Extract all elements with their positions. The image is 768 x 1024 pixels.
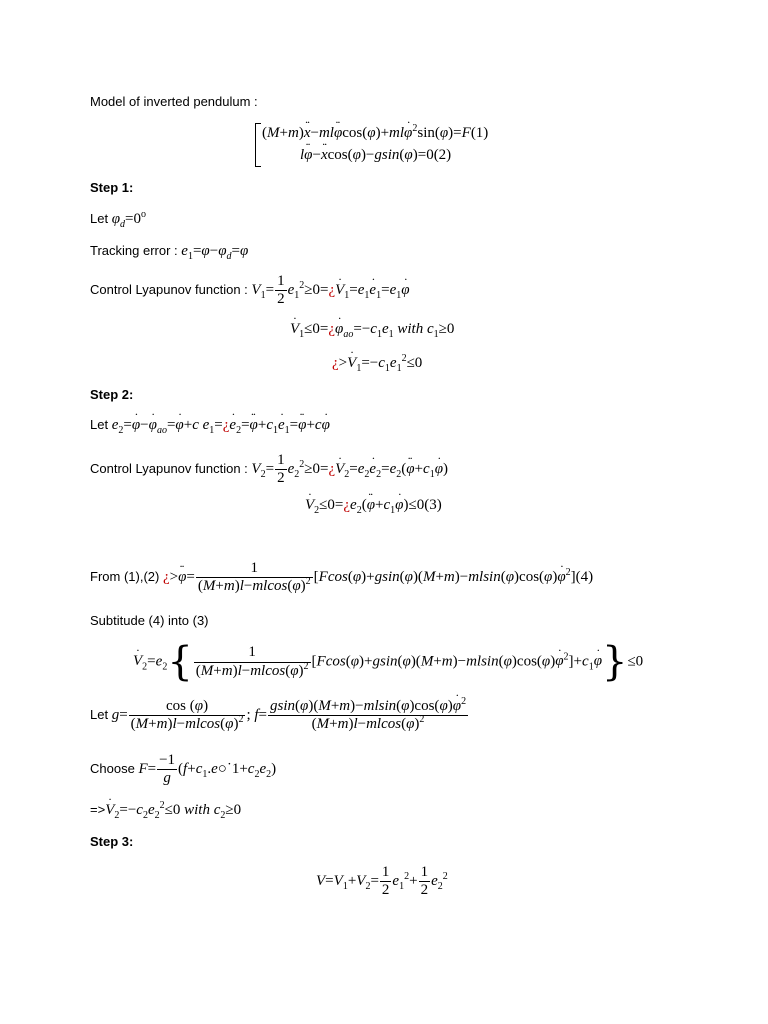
clf-1: Control Lyapunov function : $V_1=$ $\frac{1}{2}$ $e_1^2\ge 0=¿V \cdot_1=e_1e \cdot_1=e_1\varphi$ · xyxy=(90,273,410,309)
step-2-let: Let $e_2=\varphi \cdot-\varphi \cdot_{ao}=\varphi \cdot+c$ $e_1=¿e \cdot_2=\varphi \cdot\cdot+c_1e \cdot_1=\varphi \cdot\cdot+c\varphi$ · xyxy=(90,418,330,433)
clf-2-label: Control Lyapunov function : xyxy=(90,461,248,477)
from-label: From (1),(2) xyxy=(90,569,160,585)
doc-title: Model of inverted pendulum : xyxy=(90,94,258,109)
step-2-heading: Step 2: xyxy=(90,387,134,402)
tracking-error-label: Tracking error : xyxy=(90,243,178,258)
let-label-2: Let xyxy=(90,417,109,432)
clf-1-result: ¿$>V \cdot_1=-c_1e_1^2\le 0$ xyxy=(332,356,422,371)
lyapunov-total: $V=V_1+V_2=$ $\frac{1}{2}$ $e_1^2+$ $\frac{1}{2}$ $e_2^2$ xyxy=(316,864,448,899)
clf-1-condition: $V \cdot_1\le 0=¿\varphi \cdot_{ao}=-c_1e_1$ with $c_1\ge 0$ xyxy=(290,322,454,337)
step-1-let: Let $\varphi_d=0^o$ xyxy=(90,209,146,230)
choose-f: Choose F= $\frac{-1}{g}$ $(f+c_1.e○˙1+c_2e_2)$ xyxy=(90,752,277,787)
system-brace xyxy=(255,123,261,167)
clf-2-condition: $V \cdot_2\le 0=¿e_2(\varphi \cdot\cdot+c_1\varphi \cdot)\le 0(3)$ xyxy=(305,498,442,513)
derivation-v2: $V \cdot_2=e_2${ $\frac{1}{(M+m)l-mlcos(\varphi)^2}$ $[Fcos(\varphi)+gsin(\varphi)(M+m)-mlsin(\varphi)\cos(\varphi)\varphi \cdot^2]+c_1\varphi \cdot\}\le 0$ xyxy=(133,642,643,682)
substitute-label: Subtitude (4) into (3) xyxy=(90,613,209,628)
step-1-heading: Step 1: xyxy=(90,180,134,195)
result-prefix: => xyxy=(90,802,106,817)
let-label-3: Let xyxy=(90,707,109,723)
equation-2: lφ ··−x ··cos(φ)−gsin(φ)=0(2) xyxy=(300,148,451,163)
clf-2: Control Lyapunov function : $V_2=$ $\frac{1}{2}$ $e_2^2\ge 0=¿V \cdot_2=e_2e \cdot_2=e_2(\varphi \cdot\cdot+c_1\varphi$ ·) xyxy=(90,452,448,488)
derivation-4: From (1),(2) ¿>φ ··= $\frac{1}{(M+m)l-mlcos(\varphi)^2}$ [Fcos(φ)+gsin(φ)(M+m)−mlsin(φ)cos(φ)φ ·$^2$](4) xyxy=(90,560,593,596)
let-label: Let xyxy=(90,211,109,226)
definition-g-f: Let g= $\frac{\cos (\varphi)}{(M+m)l-mlcos(\varphi)^2}$ ; f= $\frac{gsin(\varphi)(M+m)-mlsin(\varphi)\cos(\varphi)\varphi \cdot^2}{(M+m)l-mlcos(\varphi)^2}$ xyxy=(90,698,469,734)
step-3-heading: Step 3: xyxy=(90,834,134,849)
tracking-error: Tracking error : $e_1=\varphi-\varphi_d=\varphi$ xyxy=(90,243,249,262)
choose-label: Choose xyxy=(90,761,135,777)
equation-1: (M+m)x ··−mlφ ··cos(φ)+mlφ ·$^2$sin(φ)=F(1) xyxy=(262,126,488,141)
result-v2: $=>V \cdot_2=-c_2e_2^2\le 0$ with $c_2\ge 0$ xyxy=(90,803,241,818)
clf-1-label: Control Lyapunov function : xyxy=(90,282,248,298)
